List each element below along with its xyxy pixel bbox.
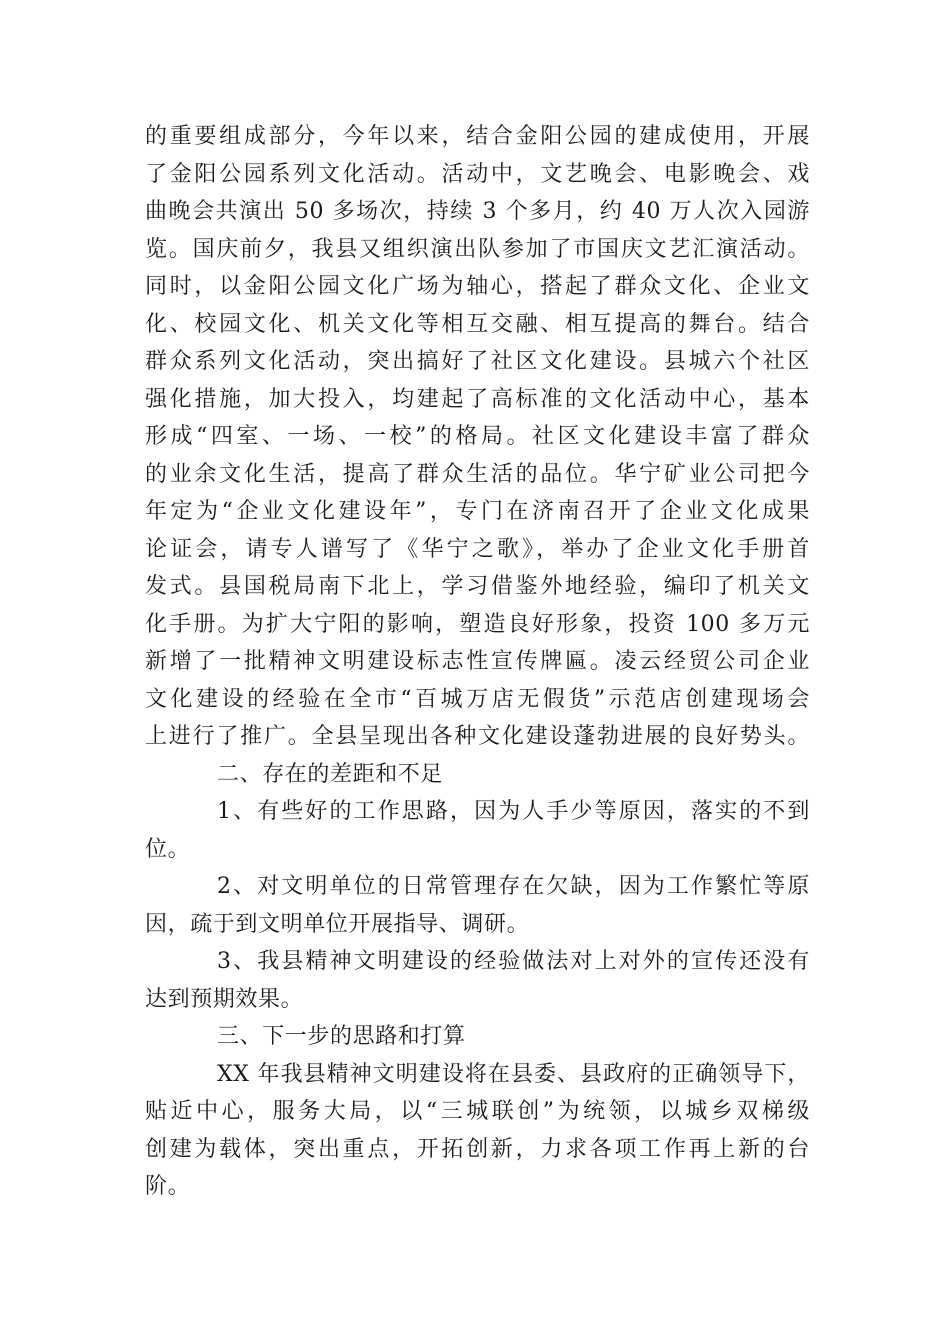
text-line: 形成“四室、一场、一校”的格局。社区文化建设丰富了群众: [145, 424, 810, 449]
text-line: 览。国庆前夕，我县又组织演出队参加了市国庆文艺汇演活动。: [145, 236, 810, 262]
document-body: [145, 118, 810, 1206]
text-line: 因，疏于到文明单位开展指导、调研。: [145, 911, 530, 937]
text-line: 3、我县精神文明建设的经验做法对上对外的宣传还没有: [217, 949, 810, 974]
text-line: 新增了一批精神文明建设标志性宣传牌匾。凌云经贸公司企业: [145, 649, 810, 674]
text-line: 上进行了推广。全县呈现出各种文化建设蓬勃进展的良好势头。: [145, 724, 810, 749]
text-line: 1、有些好的工作思路，因为人手少等原因，落实的不到: [217, 799, 810, 824]
text-line: 达到预期效果。: [145, 986, 304, 1012]
text-line: 的业余文化生活，提高了群众生活的品位。华宁矿业公司把今: [145, 461, 810, 487]
text-line: 年定为“企业文化建设年”，专门在济南召开了企业文化成果: [145, 499, 810, 524]
text-line: 创建为载体，突出重点，开拓创新，力求各项工作再上新的台: [145, 1136, 810, 1162]
text-line: 曲晚会共演出 50 多场次，持续 3 个多月，约 40 万人次入园游: [145, 199, 810, 224]
text-line: 了金阳公园系列文化活动。活动中，文艺晚会、电影晚会、戏: [145, 161, 810, 187]
text-line: 文化建设的经验在全市“百城万店无假货”示范店创建现场会: [145, 686, 810, 712]
text-line: 阶。: [145, 1174, 191, 1199]
text-line: 论证会，请专人谱写了《华宁之歌》，举办了企业文化手册首: [145, 536, 810, 562]
text-line: 位。: [145, 836, 191, 862]
text-line: XX 年我县精神文明建设将在县委、县政府的正确领导下，: [217, 1061, 810, 1087]
text-line: 发式。县国税局南下北上，学习借鉴外地经验，编印了机关文: [145, 574, 810, 599]
text-line: 贴近中心，服务大局，以“三城联创”为统领，以城乡双梯级: [145, 1099, 810, 1124]
text-line: 2、对文明单位的日常管理存在欠缺，因为工作繁忙等原: [217, 874, 810, 899]
text-line: 的重要组成部分，今年以来，结合金阳公园的建成使用，开展: [145, 124, 810, 149]
text-line: 化手册。为扩大宁阳的影响，塑造良好形象，投资 100 多万元: [145, 611, 810, 637]
text-line: 二、存在的差距和不足: [217, 761, 444, 787]
text-line: 化、校园文化、机关文化等相互交融、相互提高的舞台。结合: [145, 311, 810, 337]
text-line: 同时，以金阳公园文化广场为轴心，搭起了群众文化、企业文: [145, 274, 810, 299]
text-line: 三、下一步的思路和打算: [217, 1024, 466, 1049]
text-line: 群众系列文化活动，突出搞好了社区文化建设。县城六个社区: [145, 349, 810, 374]
text-line: 强化措施，加大投入，均建起了高标准的文化活动中心，基本: [145, 386, 810, 412]
